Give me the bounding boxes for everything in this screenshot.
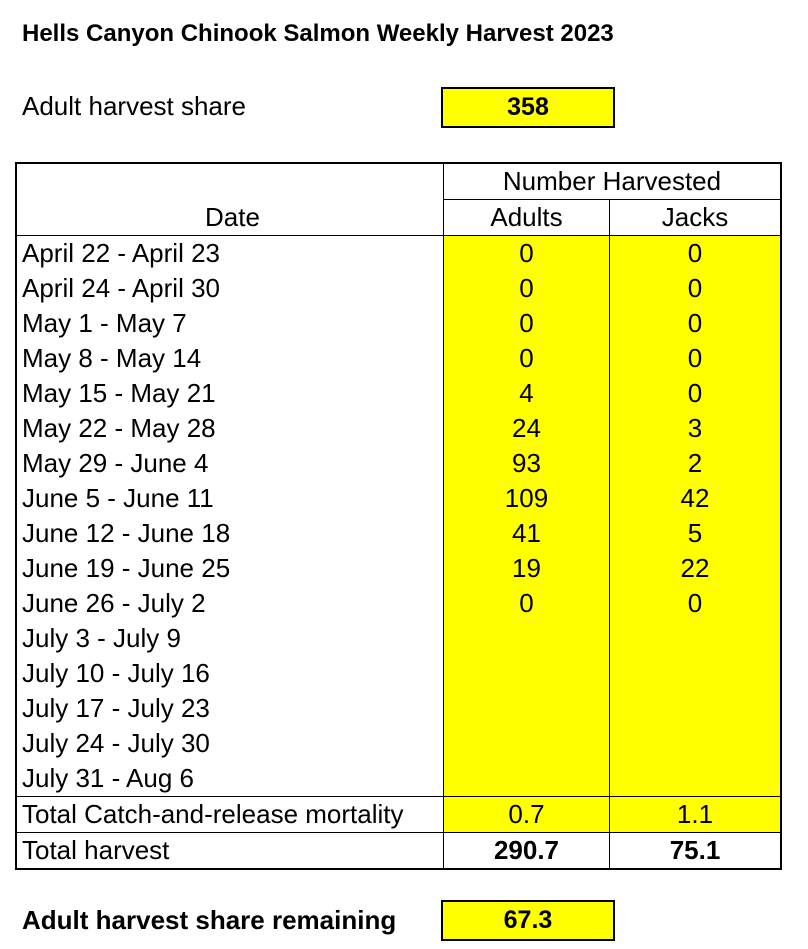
table-row xyxy=(16,341,781,376)
row-adults[interactable]: 0 xyxy=(444,586,610,621)
row-date: June 19 - June 25 xyxy=(16,551,444,586)
row-jacks[interactable]: 2 xyxy=(610,446,782,481)
total-harvest-jacks: 75.1 xyxy=(610,833,782,870)
row-date: April 22 - April 23 xyxy=(16,236,444,272)
adult-harvest-share-remaining-label: Adult harvest share remaining xyxy=(22,905,397,935)
row-jacks[interactable] xyxy=(610,691,782,726)
table-body xyxy=(16,236,781,797)
adult-harvest-share-label: Adult harvest share xyxy=(22,91,247,121)
date-header: Date xyxy=(16,200,444,236)
row-adults[interactable] xyxy=(444,621,610,656)
row-date: May 15 - May 21 xyxy=(16,376,444,411)
table-row xyxy=(16,271,781,306)
mortality-adults[interactable]: 0.7 xyxy=(444,797,610,833)
table-row xyxy=(16,306,781,341)
table-row xyxy=(16,726,781,761)
table-row xyxy=(16,656,781,691)
adult-harvest-share-remaining-value: 67.3 xyxy=(441,900,615,941)
row-date: July 17 - July 23 xyxy=(16,691,444,726)
row-adults[interactable]: 109 xyxy=(444,481,610,516)
mortality-label: Total Catch-and-release mortality xyxy=(16,797,444,833)
row-adults[interactable]: 4 xyxy=(444,376,610,411)
page-title: Hells Canyon Chinook Salmon Weekly Harvest 2023 xyxy=(22,20,614,47)
row-adults[interactable]: 93 xyxy=(444,446,610,481)
row-date: May 1 - May 7 xyxy=(16,306,444,341)
row-jacks[interactable] xyxy=(610,621,782,656)
table-row xyxy=(16,376,781,411)
row-jacks[interactable] xyxy=(610,656,782,691)
table-row xyxy=(16,411,781,446)
total-harvest-label: Total harvest xyxy=(16,833,444,870)
row-jacks[interactable]: 42 xyxy=(610,481,782,516)
row-adults[interactable]: 0 xyxy=(444,236,610,272)
row-date: July 3 - July 9 xyxy=(16,621,444,656)
row-jacks[interactable]: 0 xyxy=(610,586,782,621)
table-row xyxy=(16,481,781,516)
number-harvested-header: Number Harvested xyxy=(444,163,782,200)
row-adults[interactable]: 0 xyxy=(444,306,610,341)
row-date: June 26 - July 2 xyxy=(16,586,444,621)
row-date: May 22 - May 28 xyxy=(16,411,444,446)
table-row xyxy=(16,761,781,797)
row-date: April 24 - April 30 xyxy=(16,271,444,306)
mortality-jacks[interactable]: 1.1 xyxy=(610,797,782,833)
table-row xyxy=(16,236,781,272)
row-adults[interactable]: 19 xyxy=(444,551,610,586)
row-adults[interactable] xyxy=(444,691,610,726)
row-date: May 8 - May 14 xyxy=(16,341,444,376)
row-adults[interactable] xyxy=(444,761,610,797)
row-jacks[interactable]: 0 xyxy=(610,236,782,272)
row-date: May 29 - June 4 xyxy=(16,446,444,481)
table-row xyxy=(16,691,781,726)
row-jacks[interactable] xyxy=(610,761,782,797)
row-jacks[interactable]: 3 xyxy=(610,411,782,446)
table-row xyxy=(16,446,781,481)
row-date: June 12 - June 18 xyxy=(16,516,444,551)
row-jacks[interactable]: 5 xyxy=(610,516,782,551)
row-jacks[interactable]: 22 xyxy=(610,551,782,586)
jacks-header: Jacks xyxy=(610,200,782,236)
row-jacks[interactable]: 0 xyxy=(610,341,782,376)
row-date: July 31 - Aug 6 xyxy=(16,761,444,797)
row-jacks[interactable]: 0 xyxy=(610,376,782,411)
row-adults[interactable]: 0 xyxy=(444,341,610,376)
row-adults[interactable] xyxy=(444,656,610,691)
table-row xyxy=(16,551,781,586)
row-jacks[interactable] xyxy=(610,726,782,761)
row-date: June 5 - June 11 xyxy=(16,481,444,516)
table-row xyxy=(16,621,781,656)
row-adults[interactable]: 24 xyxy=(444,411,610,446)
total-harvest-adults: 290.7 xyxy=(444,833,610,870)
harvest-table xyxy=(15,162,782,870)
adult-harvest-share-value[interactable]: 358 xyxy=(441,87,615,128)
row-adults[interactable]: 41 xyxy=(444,516,610,551)
table-row xyxy=(16,516,781,551)
row-date: July 24 - July 30 xyxy=(16,726,444,761)
row-jacks[interactable]: 0 xyxy=(610,306,782,341)
row-adults[interactable]: 0 xyxy=(444,271,610,306)
row-adults[interactable] xyxy=(444,726,610,761)
adults-header: Adults xyxy=(444,200,610,236)
row-jacks[interactable]: 0 xyxy=(610,271,782,306)
table-row xyxy=(16,586,781,621)
row-date: July 10 - July 16 xyxy=(16,656,444,691)
date-header-top xyxy=(16,163,444,200)
